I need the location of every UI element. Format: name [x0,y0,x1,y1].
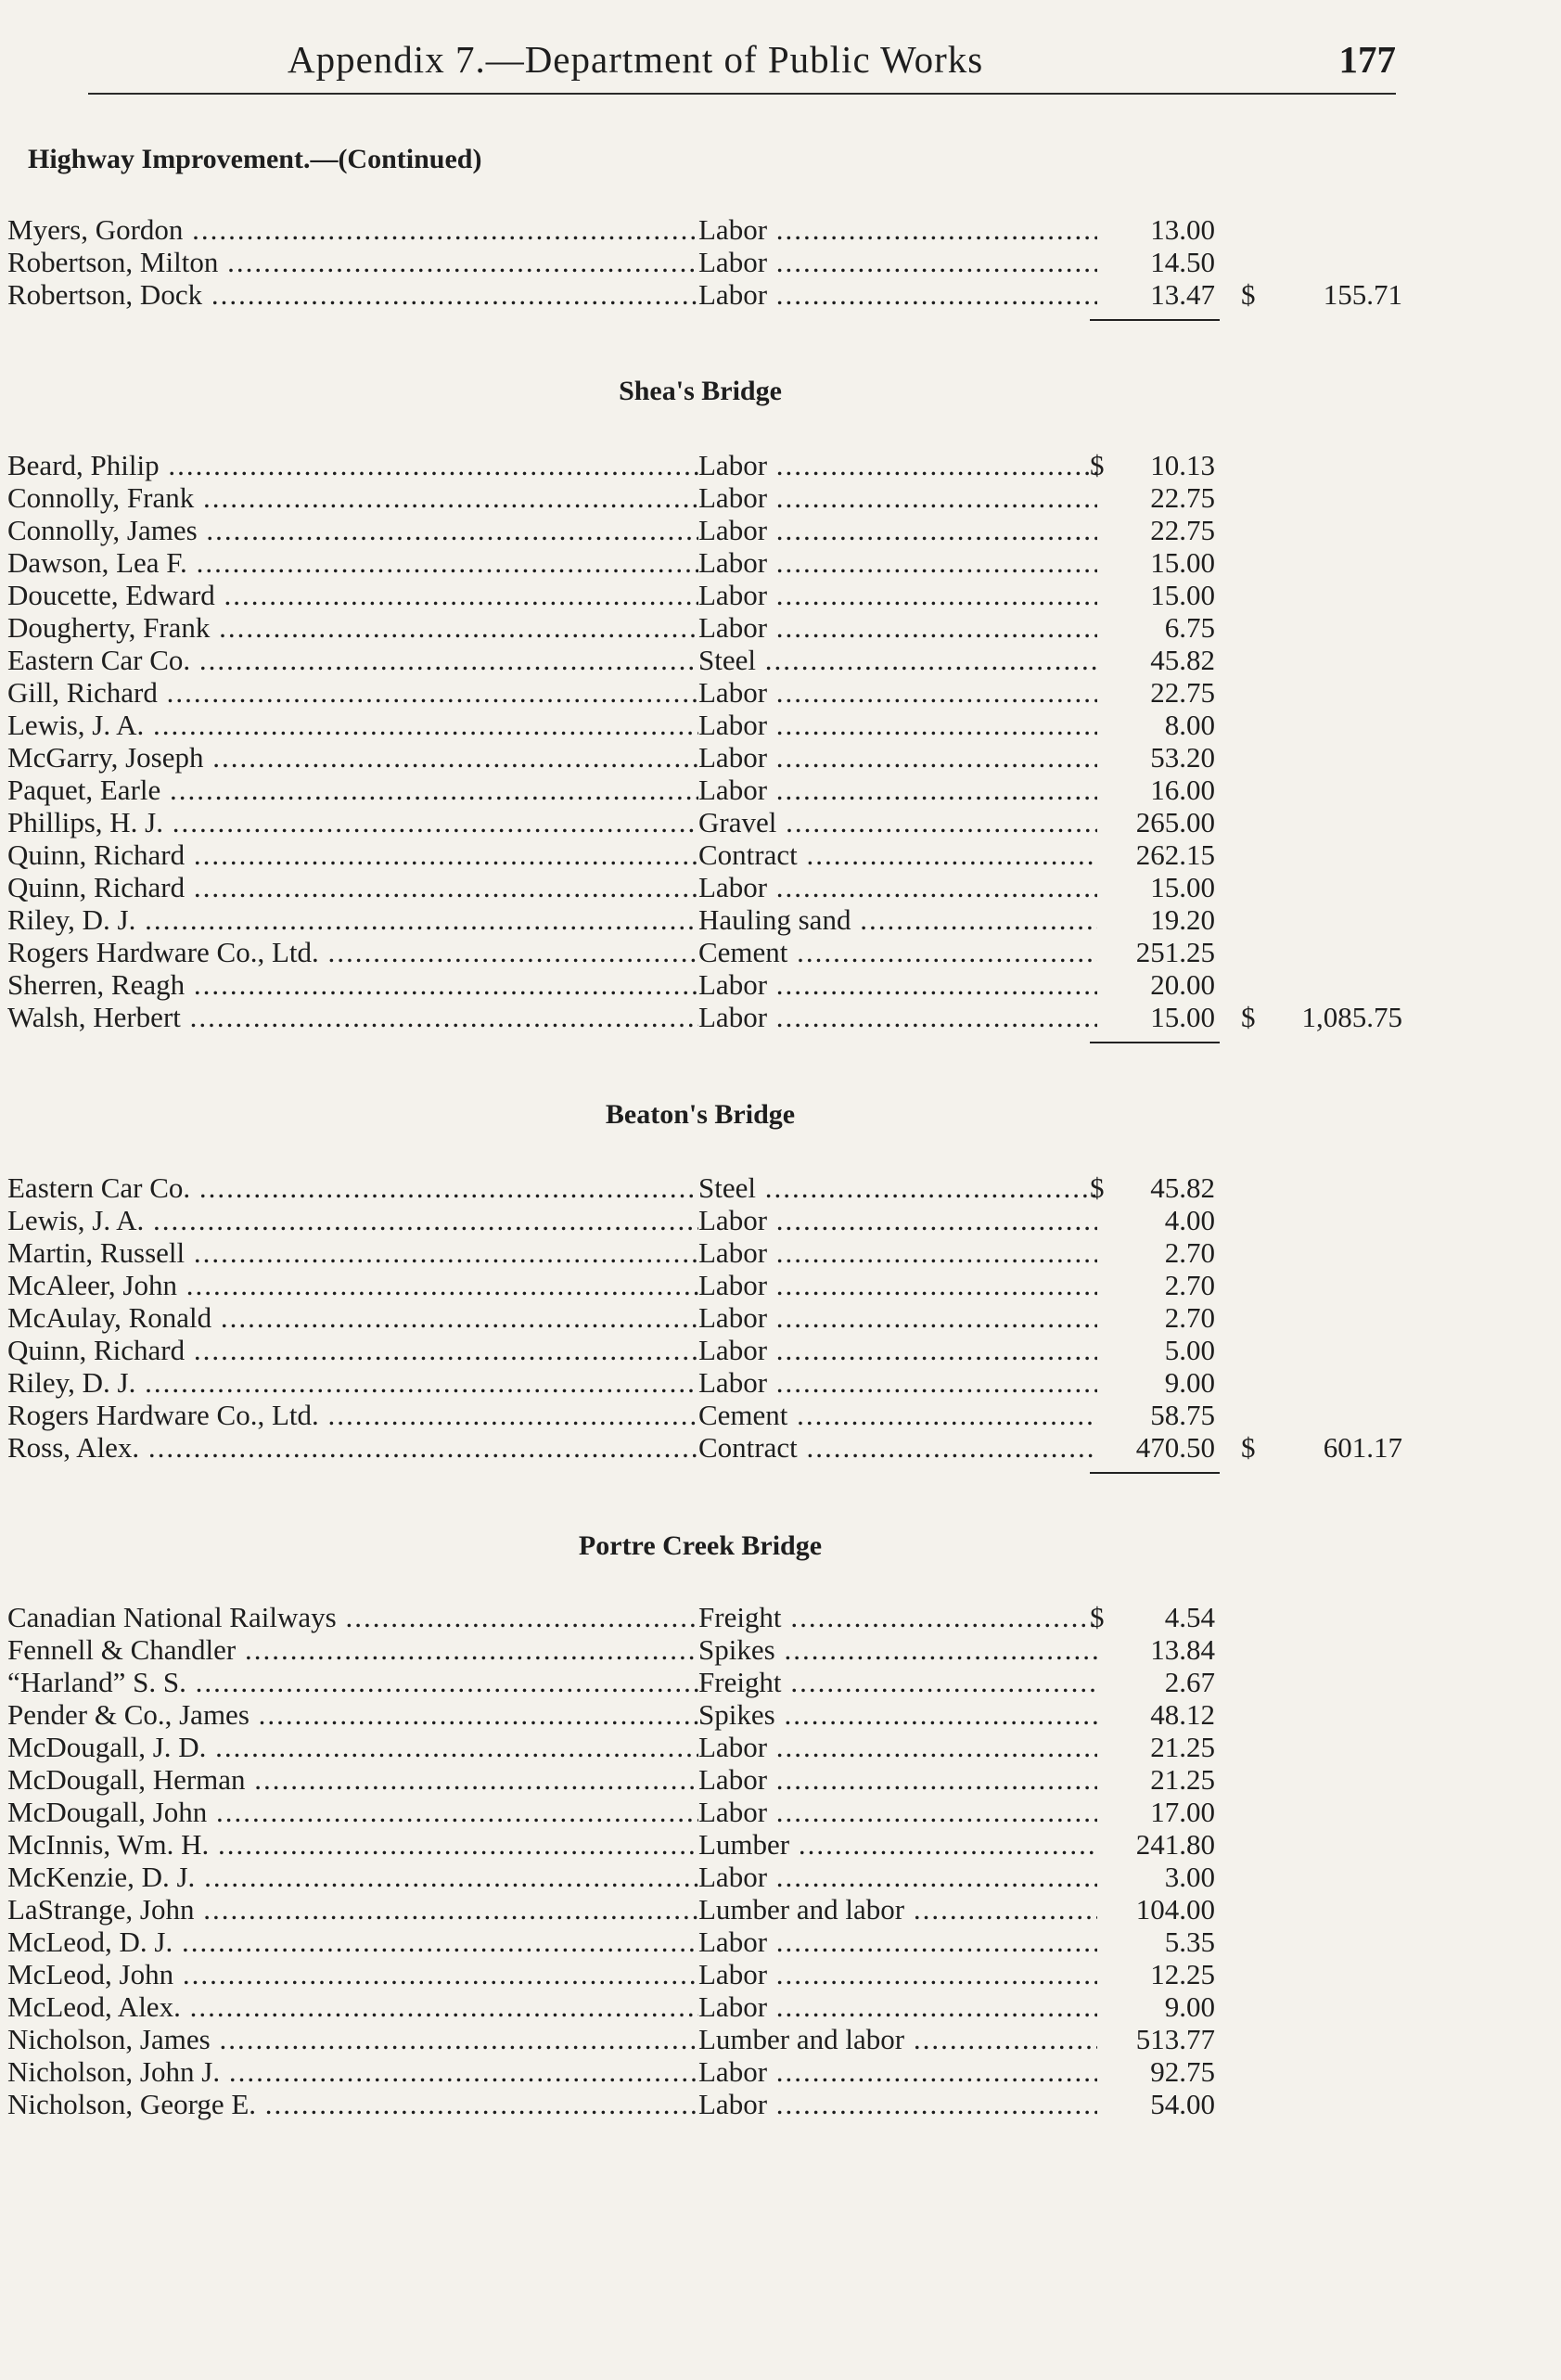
payee-name: McDougall, John ..... [7,1796,698,1828]
ledger-row [0,871,1484,903]
amount: 92.75 [1150,2055,1215,2088]
ledger-row [0,1171,1484,1204]
payee-name: Rogers Hardware Co., Ltd. ..... [7,1399,698,1431]
amount: 2.70 [1164,1301,1215,1334]
payee-name: Walsh, Herbert ..... [7,1001,698,1033]
currency-sign: $ [1090,449,1105,481]
item-description: Labor ..... [698,579,1097,611]
ledger-row [0,611,1484,644]
ledger-row [0,1334,1484,1366]
amount: 21.25 [1150,1763,1215,1796]
payee-name: Quinn, Richard ..... [7,871,698,903]
payee-name: Nicholson, John J. ..... [7,2055,698,2088]
amount: 8.00 [1164,709,1215,741]
ledger-row [0,1204,1484,1236]
item-description: Labor ..... [698,1301,1097,1334]
ledger-row [0,481,1484,514]
payee-name: Robertson, Dock ..... [7,278,698,311]
amount: 15.00 [1150,871,1215,903]
ledger-row [0,1698,1484,1731]
amount: 2.67 [1164,1666,1215,1698]
ledger-row [0,1990,1484,2023]
payee-name: Canadian National Railways ..... [7,1601,698,1633]
amount: 45.82 [1150,1171,1215,1204]
ledger-row [0,838,1484,871]
ledger-row [0,449,1484,481]
amount: 16.00 [1150,774,1215,806]
amount: 48.12 [1150,1698,1215,1731]
payee-name: LaStrange, John ..... [7,1893,698,1926]
ledger-row [0,709,1484,741]
item-description: Labor ..... [698,213,1097,246]
item-description: Labor ..... [698,968,1097,1001]
item-description: Labor ..... [698,1990,1097,2023]
item-description: Labor ..... [698,278,1097,311]
amount: 6.75 [1164,611,1215,644]
ledger-row [0,546,1484,579]
payee-name: Phillips, H. J. ..... [7,806,698,838]
amount: 4.54 [1164,1601,1215,1633]
amount: 5.00 [1164,1334,1215,1366]
item-description: Labor ..... [698,611,1097,644]
ledger-row [0,2088,1484,2120]
item-description: Contract ..... [698,1431,1097,1464]
item-description: Cement ..... [698,1399,1097,1431]
ledger-row [0,1666,1484,1698]
item-description: Labor ..... [698,2088,1097,2120]
payee-name: Beard, Philip ..... [7,449,698,481]
currency-sign: $ [1090,1171,1105,1204]
payee-name: Nicholson, James ..... [7,2023,698,2055]
payee-name: Riley, D. J. ..... [7,903,698,936]
amount: 13.84 [1150,1633,1215,1666]
amount: 54.00 [1150,2088,1215,2120]
item-description: Spikes ..... [698,1698,1097,1731]
amount: 251.25 [1135,936,1215,968]
item-description: Labor ..... [698,1926,1097,1958]
payee-name: Quinn, Richard ..... [7,838,698,871]
payee-name: Doucette, Edward ..... [7,579,698,611]
ledger-row [0,1926,1484,1958]
ledger-row [0,1601,1484,1633]
amount: 12.25 [1150,1958,1215,1990]
payee-name: Gill, Richard ..... [7,676,698,709]
section-title: Portre Creek Bridge [578,1530,823,1561]
payee-name: Rogers Hardware Co., Ltd. ..... [7,936,698,968]
payee-name: McAleer, John ..... [7,1269,698,1301]
section-title: Beaton's Bridge [605,1099,796,1130]
payee-name: Riley, D. J. ..... [7,1366,698,1399]
item-description: Lumber and labor ..... [698,1893,1097,1926]
amount: 9.00 [1164,1366,1215,1399]
item-description: Labor ..... [698,1763,1097,1796]
header-title: Appendix 7.—Department of Public Works [288,38,984,81]
ledger-row [0,1763,1484,1796]
payee-name: Eastern Car Co. ..... [7,644,698,676]
ledger-row [0,2055,1484,2088]
item-description: Lumber and labor ..... [698,2023,1097,2055]
ledger-row [0,741,1484,774]
item-description: Labor ..... [698,546,1097,579]
payee-name: Connolly, James ..... [7,514,698,546]
amount: 13.00 [1150,213,1215,246]
amount: 15.00 [1150,579,1215,611]
ledger-row [0,579,1484,611]
ledger-row [0,1731,1484,1763]
payee-name: McDougall, J. D. ..... [7,1731,698,1763]
ledger-row [0,1893,1484,1926]
ledger-row [0,1958,1484,1990]
payee-name: Quinn, Richard ..... [7,1334,698,1366]
item-description: Labor ..... [698,1236,1097,1269]
payee-name: Lewis, J. A. ..... [7,709,698,741]
item-description: Spikes ..... [698,1633,1097,1666]
payee-name: Paquet, Earle ..... [7,774,698,806]
ledger-row [0,1301,1484,1334]
amount: 22.75 [1150,676,1215,709]
item-description: Labor ..... [698,481,1097,514]
ledger-row [0,644,1484,676]
payee-name: McLeod, Alex. ..... [7,1990,698,2023]
item-description: Labor ..... [698,741,1097,774]
item-description: Labor ..... [698,1731,1097,1763]
item-description: Freight ..... [698,1601,1097,1633]
amount: 21.25 [1150,1731,1215,1763]
item-description: Hauling sand ..... [698,903,1097,936]
payee-name: Lewis, J. A. ..... [7,1204,698,1236]
amount: 2.70 [1164,1269,1215,1301]
ledger-row [0,774,1484,806]
item-description: Labor ..... [698,1334,1097,1366]
payee-name: Ross, Alex. ..... [7,1431,698,1464]
section-title: Shea's Bridge [619,376,782,406]
item-description: Labor ..... [698,449,1097,481]
payee-name: Myers, Gordon ..... [7,213,698,246]
item-description: Lumber ..... [698,1828,1097,1861]
subtotal-rule [1090,1472,1220,1474]
amount: 17.00 [1150,1796,1215,1828]
amount: 20.00 [1150,968,1215,1001]
item-description: Gravel ..... [698,806,1097,838]
item-description: Labor ..... [698,1958,1097,1990]
payee-name: Pender & Co., James ..... [7,1698,698,1731]
amount: 265.00 [1135,806,1215,838]
payee-name: McLeod, John ..... [7,1958,698,1990]
payee-name: Robertson, Milton ..... [7,246,698,278]
amount: 19.20 [1150,903,1215,936]
ledger-row [0,1633,1484,1666]
amount: 10.13 [1150,449,1215,481]
ledger-row [0,1399,1484,1431]
subtotal-rule [1090,1042,1220,1043]
item-description: Labor ..... [698,1204,1097,1236]
item-description: Labor ..... [698,2055,1097,2088]
ledger-row [0,903,1484,936]
amount: 3.00 [1164,1861,1215,1893]
section-title: Highway Improvement.—(Continued) [28,144,482,174]
amount: 262.15 [1135,838,1215,871]
ledger-row [0,1236,1484,1269]
item-description: Labor ..... [698,871,1097,903]
ledger-row [0,278,1484,311]
item-description: Labor ..... [698,774,1097,806]
ledger-row [0,806,1484,838]
total-currency-sign: $ [1241,1001,1256,1033]
section-total: 1,085.75 [1301,1001,1402,1033]
item-description: Labor ..... [698,676,1097,709]
ledger-row [0,1861,1484,1893]
ledger-row [0,213,1484,246]
amount: 22.75 [1150,514,1215,546]
amount: 58.75 [1150,1399,1215,1431]
ledger-row [0,2023,1484,2055]
amount: 513.77 [1135,2023,1215,2055]
ledger-row [0,246,1484,278]
item-description: Labor ..... [698,246,1097,278]
amount: 470.50 [1135,1431,1215,1464]
payee-name: Eastern Car Co. ..... [7,1171,698,1204]
payee-name: McGarry, Joseph ..... [7,741,698,774]
amount: 45.82 [1150,644,1215,676]
item-description: Labor ..... [698,1269,1097,1301]
amount: 53.20 [1150,741,1215,774]
payee-name: McAulay, Ronald ..... [7,1301,698,1334]
amount: 15.00 [1150,1001,1215,1033]
page-number: 177 [1338,38,1396,81]
amount: 4.00 [1164,1204,1215,1236]
ledger-row [0,1269,1484,1301]
ledger-row [0,1796,1484,1828]
ledger-row [0,676,1484,709]
ledger-row [0,968,1484,1001]
page-header [88,37,1396,95]
section-total: 155.71 [1323,278,1402,311]
amount: 2.70 [1164,1236,1215,1269]
amount: 13.47 [1150,278,1215,311]
item-description: Labor ..... [698,1796,1097,1828]
payee-name: Fennell & Chandler ..... [7,1633,698,1666]
amount: 22.75 [1150,481,1215,514]
amount: 104.00 [1135,1893,1215,1926]
currency-sign: $ [1090,1601,1105,1633]
payee-name: Dawson, Lea F. ..... [7,546,698,579]
item-description: Steel ..... [698,644,1097,676]
ledger-row [0,1001,1484,1033]
payee-name: Nicholson, George E. ..... [7,2088,698,2120]
ledger-row [0,1828,1484,1861]
amount: 5.35 [1164,1926,1215,1958]
payee-name: “Harland” S. S. ..... [7,1666,698,1698]
payee-name: Sherren, Reagh ..... [7,968,698,1001]
item-description: Contract ..... [698,838,1097,871]
payee-name: Dougherty, Frank ..... [7,611,698,644]
amount: 241.80 [1135,1828,1215,1861]
item-description: Labor ..... [698,1001,1097,1033]
amount: 9.00 [1164,1990,1215,2023]
payee-name: McInnis, Wm. H. ..... [7,1828,698,1861]
ledger-row [0,1366,1484,1399]
ledger-row [0,936,1484,968]
amount: 15.00 [1150,546,1215,579]
payee-name: Martin, Russell ..... [7,1236,698,1269]
item-description: Labor ..... [698,514,1097,546]
ledger-row [0,1431,1484,1464]
item-description: Steel ..... [698,1171,1097,1204]
payee-name: McDougall, Herman ..... [7,1763,698,1796]
item-description: Freight ..... [698,1666,1097,1698]
item-description: Labor ..... [698,1861,1097,1893]
payee-name: McKenzie, D. J. ..... [7,1861,698,1893]
amount: 14.50 [1150,246,1215,278]
subtotal-rule [1090,319,1220,321]
ledger-row [0,514,1484,546]
section-total: 601.17 [1323,1431,1402,1464]
payee-name: McLeod, D. J. ..... [7,1926,698,1958]
item-description: Cement ..... [698,936,1097,968]
total-currency-sign: $ [1241,278,1256,311]
item-description: Labor ..... [698,709,1097,741]
total-currency-sign: $ [1241,1431,1256,1464]
payee-name: Connolly, Frank ..... [7,481,698,514]
item-description: Labor ..... [698,1366,1097,1399]
